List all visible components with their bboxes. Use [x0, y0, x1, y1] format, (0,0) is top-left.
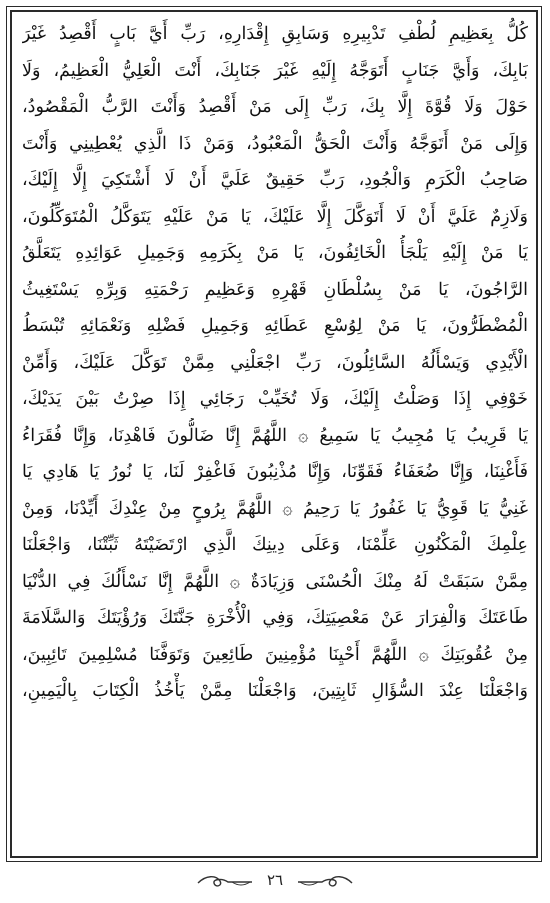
- text-line: حَوْلَ وَلَا قُوَّةَ إِلَّا بِكَ، رَبِّ إِلَى مَنْ أَقْصِدُ وَأَنْتَ الرَّبُّ الْمَقْصُودُ،: [22, 97, 528, 117]
- text-line: فَأَغْنِنَا، وَإِنَّا ضُعَفَاءُ فَقَوِّنَا، وَإِنَّا مُذْنِبُونَ فَاغْفِرْ لَنَا، يَا نُورُ يَا هَادِي يَا: [22, 462, 528, 482]
- text-line: طَاعَتَكَ وَالْفِرَارَ عَنْ مَعْصِيَتِكَ، وَفِي الْأُخْرَةِ جَنَّتَكَ وَرُؤْيَتَكَ وَالسَّلَامَةَ: [22, 608, 528, 628]
- text-line: بَابِكَ، وَأَيَّ جَنَابٍ أَتَوَجَّهُ إِلَيْهِ غَيْرَ جَنَابِكَ، أَنْتَ الْعَلِيُّ الْعَظِيمُ، وَلَا: [22, 60, 528, 81]
- text-line: مِنْ عُقُوبَتِكَ ۞ اللَّهُمَّ أَحْيِنَا مُؤْمِنِينَ طَائِعِينَ وَتَوَفَّنَا مُسْلِمِينَ تَائِبِينَ،: [22, 644, 528, 665]
- swirl-flourish-icon: [296, 872, 354, 892]
- text-line: يَا قَرِيبُ يَا مُجِيبُ يَا سَمِيعُ ۞ اللَّهُمَّ إِنَّا ضَالُّونَ فَاهْدِنَا، وَإِنَّا فُقَرَاءُ: [22, 425, 528, 446]
- text-line: الرَّاجُونَ، يَا مَنْ بِسُلْطَانِ قَهْرِهِ وَعَظِيمِ رَحْمَتِهِ وَبِرِّهِ يَسْتَغِيثُ: [22, 279, 528, 300]
- text-line: الْمُضْطَرُّونَ، يَا مَنْ لِوُسْعِ عَطَائِهِ وَجَمِيلِ فَضْلِهِ وَنَعْمَائِهِ تُبْسَطُ: [22, 316, 528, 336]
- text-line: خَوْفِي إِذَا وَصَلْتُ إِلَيْكَ، وَلَا تُخَيِّبْ رَجَائِي إِذَا صِرْتُ بَيْنَ يَدَيْكَ،: [22, 389, 528, 409]
- text-line: مِمَّنْ سَبَقَتْ لَهُ مِنْكَ الْحُسْنَى وَزِيَادَةٌ ۞ اللَّهُمَّ إِنَّا نَسْأَلُكَ فِي الدُّنْيَا: [22, 571, 528, 592]
- prayer-text-body: [22, 16, 528, 852]
- text-line: غَنِيُّ يَا قَوِيُّ يَا غَفُورُ يَا رَحِيمُ ۞ اللَّهُمَّ بِرُوحٍ مِنْ عِنْدِكَ أَيِّدْنَا، وَمِنْ: [22, 498, 528, 519]
- text-line: وَإِلَى مَنْ أَتَوَجَّهُ وَأَنْتَ الْحَقُّ الْمَعْبُودُ، وَمَنْ ذَا الَّذِي يُعْطِينِي وَأَنْتَ: [22, 133, 528, 154]
- text-line: صَاحِبُ الْكَرَمِ وَالْجُودِ، رَبِّ حَقِيقٌ عَلَيَّ أَنْ لَا أَشْتَكِيَ إِلَّا إِلَيْكَ،: [22, 170, 528, 190]
- text-line: وَاجْعَلْنَا عِنْدَ السُّؤَالِ ثَابِتِينَ، وَاجْعَلْنَا مِمَّنْ يَأْخُذُ الْكِتَابَ بِالْيَمِينِ،: [22, 681, 528, 701]
- page-footer: [0, 868, 550, 898]
- text-line: عِلْمِكَ الْمَكْنُونِ عَلِّمْنَا، وَعَلَى دِينِكَ الَّذِي ارْتَضَيْتَهُ ثَبِّتْنَا، وَاجْعَلْنَا: [22, 535, 528, 555]
- text-line: كُلُّ بِعَظِيمِ لُطْفِ تَدْبِيرِهِ وَسَابِقِ إِقْدَارِهِ، رَبِّ أَيَّ بَابٍ أَقْصِدُ غَيْرَ: [22, 24, 528, 44]
- swirl-flourish-icon: [196, 872, 254, 892]
- text-line: وَلَازِمٌ عَلَيَّ أَنْ لَا أَتَوَكَّلَ إِلَّا عَلَيْكَ، يَا مَنْ عَلَيْهِ يَتَوَكَّلُ الْمُتَوَكِّلُونَ،: [22, 206, 528, 227]
- text-line: الْأَيْدِي وَيَسْأَلُهُ السَّائِلُونَ، رَبِّ اجْعَلْنِي مِمَّنْ تَوَكَّلَ عَلَيْكَ، وَأَمِّنْ: [22, 352, 528, 373]
- text-line: يَا مَنْ إِلَيْهِ يَلْجَأُ الْخَائِفُونَ، يَا مَنْ بِكَرَمِهِ وَجَمِيلِ عَوَائِدِهِ يَتَعَلَّقُ: [22, 243, 528, 263]
- page-number: ٢٦: [266, 871, 284, 889]
